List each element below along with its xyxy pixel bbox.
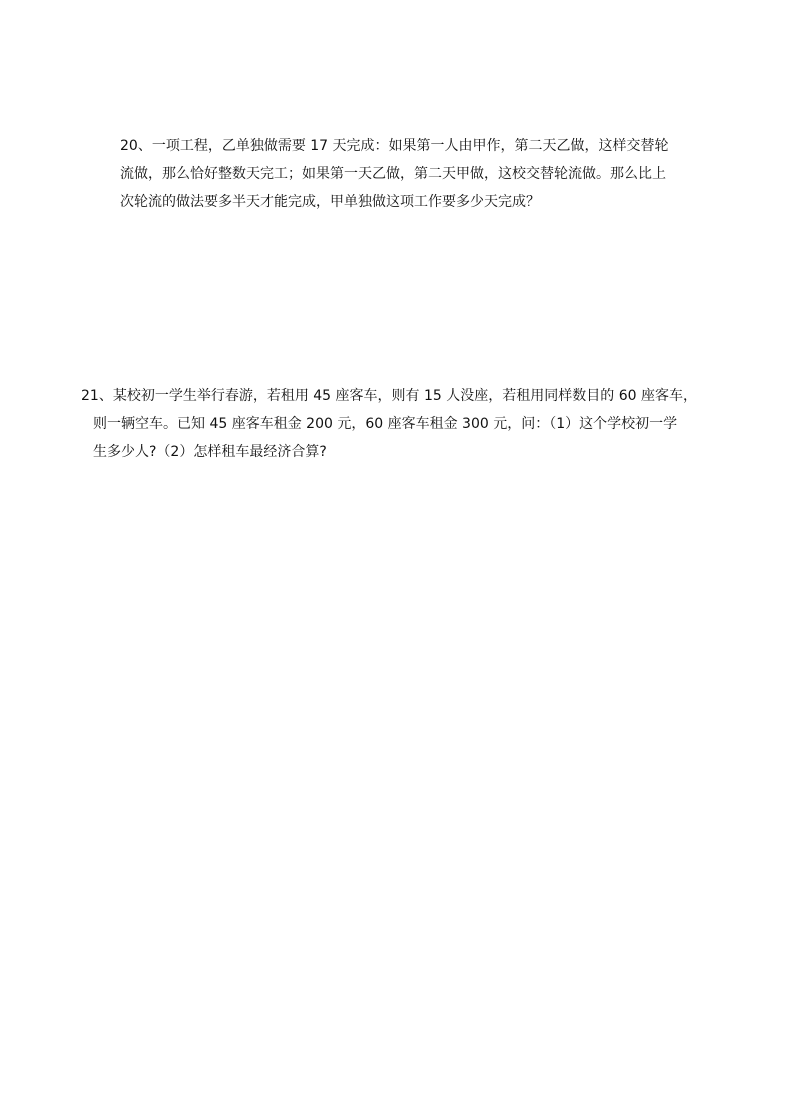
problem-20-line-3: 次轮流的做法要多半天才能完成，甲单独做这项工作要多少天完成？ bbox=[120, 194, 540, 210]
problem-20-line-1: 20、一项工程，乙单独做需要 17 天完成：如果第一人由甲作，第二天乙做，这样交替轮 bbox=[120, 138, 669, 154]
problem-21-line-1: 21、某校初一学生举行春游，若租用 45 座客车，则有 15 人没座，若租用同样数目的 60 座客车， bbox=[81, 388, 697, 404]
problem-20-line-2: 流做，那么恰好整数天完工；如果第一天乙做，第二天甲做，这校交替轮流做。那么比上 bbox=[120, 166, 666, 182]
problem-21-line-2: 则一辆空车。已知 45 座客车租金 200 元，60 座客车租金 300 元，问：（1）这个学校初一学 bbox=[93, 416, 678, 432]
problem-21-line-3: 生多少人?（2）怎样租车最经济合算? bbox=[93, 444, 327, 460]
problem-21 bbox=[78, 382, 697, 466]
problem-20 bbox=[106, 132, 669, 216]
